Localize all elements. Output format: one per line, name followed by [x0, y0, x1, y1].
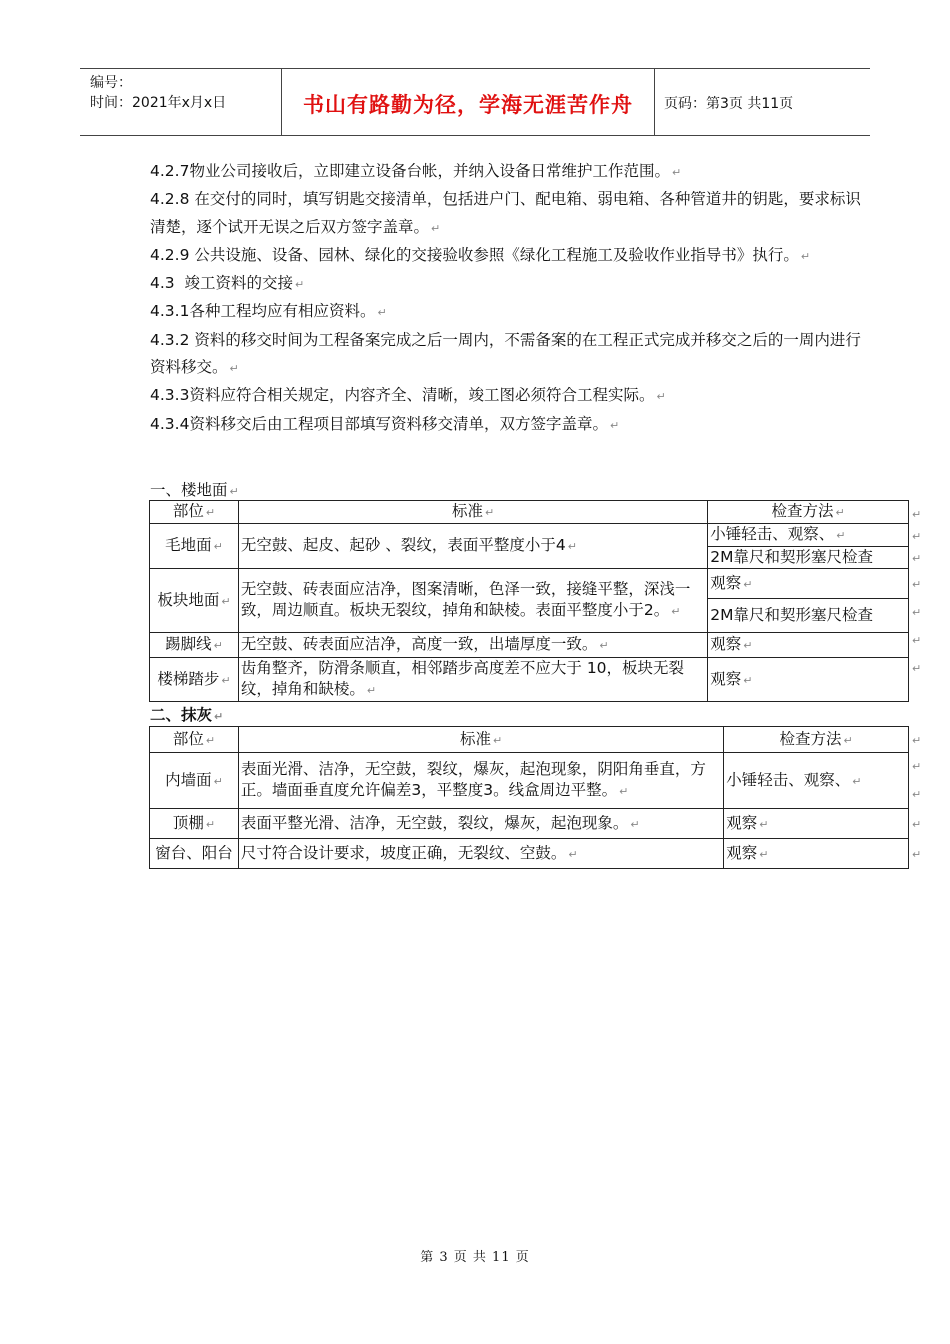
row-end-mark: ↵: [912, 760, 922, 773]
cell-mark: ↵: [743, 577, 753, 591]
cell-text: 小锤轻击、观察、: [726, 770, 851, 789]
standard-cell: [238, 633, 707, 658]
cell-mark: ↵: [835, 506, 845, 519]
table-row: [150, 839, 909, 869]
standard-cell: [238, 524, 707, 569]
cell-mark: ↵: [484, 506, 495, 519]
cell-mark: ↵: [205, 733, 216, 747]
row-end-mark: ↵: [912, 552, 922, 565]
part-cell: [150, 658, 239, 702]
paragraph-text: 4.2.7物业公司接收后，立即建立设备台帐，并纳入设备日常维护工作范围。: [150, 162, 670, 180]
method-cell: [708, 569, 909, 599]
row-end-mark: ↵: [912, 530, 922, 543]
header-cell: [708, 501, 909, 524]
header-page-number: 页码：第3页 共11页: [664, 96, 794, 112]
header-cell: [150, 727, 239, 753]
cell-text: 踢脚线: [165, 635, 212, 653]
paragraph-mark: ↵: [431, 221, 441, 235]
cell-text: 观察: [710, 669, 742, 688]
cell-text: 无空鼓、砖表面应洁净，高度一致，出墙厚度一致。: [240, 635, 598, 653]
paragraph: [150, 242, 876, 270]
cell-text: 窗台、阳台: [155, 844, 233, 862]
header-date: 时间：2021年x月x日: [90, 95, 227, 111]
standard-cell: [238, 569, 707, 633]
row-end-mark: ↵: [912, 606, 922, 619]
paragraph: [150, 411, 876, 439]
method-cell: [708, 547, 909, 569]
cell-mark: ↵: [492, 733, 503, 747]
cell-mark: ↵: [759, 817, 769, 831]
cell-mark: ↵: [743, 639, 753, 652]
body-text: [150, 158, 876, 439]
paragraph-mark: ↵: [229, 362, 239, 376]
table-header-row: [150, 501, 909, 524]
cell-text: 2M靠尺和契形塞尺检查: [710, 606, 873, 624]
table-row: [150, 524, 909, 547]
method-cell: [724, 809, 909, 839]
header-text: 部位: [172, 502, 204, 520]
header-text: 标准: [459, 729, 491, 748]
paragraph-mark: ↵: [229, 485, 239, 498]
cell-text: 齿角整齐，防滑条顺直，相邻踏步高度差不应大于 10，板块无裂纹，掉角和缺棱。: [240, 659, 685, 698]
method-cell: [708, 524, 909, 547]
floor-inspection-table: [149, 500, 909, 702]
table-row: [150, 809, 909, 839]
header-text: 标准: [451, 502, 483, 520]
cell-text: 表面平整光滑、洁净，无空鼓，裂纹，爆灰，起泡现象。: [240, 813, 629, 832]
cell-mark: ↵: [599, 639, 609, 652]
paragraph-text: 4.3.4资料移交后由工程项目部填写资料移交清单，双方签字盖章。: [150, 414, 608, 433]
header-divider: [654, 69, 655, 135]
paragraph-text: 4.3 竣工资料的交接: [150, 274, 294, 293]
header-cell: [724, 727, 909, 753]
standard-cell: [238, 839, 723, 869]
cell-text: 无空鼓、砖表面应洁净，图案清晰，色泽一致，接缝平整，深浅一致，周边顺直。板块无裂纹，掉角和缺棱。表面平整度小于2。: [240, 580, 691, 619]
method-cell: [724, 753, 909, 809]
cell-text: 观察: [726, 813, 758, 832]
cell-mark: ↵: [567, 540, 577, 553]
part-cell: [150, 569, 239, 633]
table-row: [150, 633, 909, 658]
paragraph-text: 4.3.1各种工程均应有相应资料。: [150, 302, 376, 321]
table-header-row: [150, 727, 909, 753]
row-end-mark: ↵: [912, 578, 922, 591]
section-title: [150, 478, 239, 500]
cell-text: 楼梯踏步: [157, 669, 220, 688]
cell-mark: ↵: [759, 847, 769, 861]
part-cell: [150, 809, 239, 839]
cell-text: 毛地面: [165, 536, 212, 554]
cell-text: 观察: [710, 635, 742, 653]
cell-mark: ↵: [619, 785, 629, 798]
section-title-text: 一、楼地面: [150, 481, 228, 499]
part-cell: [150, 839, 239, 869]
cell-mark: ↵: [671, 605, 681, 618]
cell-mark: ↵: [221, 594, 231, 608]
method-cell: [708, 658, 909, 702]
table-row: [150, 569, 909, 599]
cell-mark: ↵: [366, 684, 377, 697]
cell-mark: ↵: [836, 529, 846, 542]
paragraph: [150, 298, 876, 326]
part-cell: [150, 633, 239, 658]
paragraph-mark: ↵: [377, 306, 387, 320]
header-motto: 书山有路勤为径，学海无涯苦作舟: [303, 92, 633, 117]
header-cell: [238, 501, 707, 524]
header-text: 检查方法: [779, 729, 842, 748]
header-cell: [150, 501, 239, 524]
section-title: [150, 703, 223, 725]
paragraph-mark: ↵: [609, 418, 620, 432]
part-cell: [150, 524, 239, 569]
cell-text: 无空鼓、起皮、起砂 、裂纹，表面平整度小于4: [240, 536, 566, 554]
header-cell: [238, 727, 723, 753]
cell-mark: ↵: [213, 540, 223, 553]
method-cell: [708, 599, 909, 633]
cell-text: 尺寸符合设计要求，坡度正确，无裂纹、空鼓。: [240, 843, 567, 862]
cell-text: 表面光滑、洁净，无空鼓，裂纹，爆灰，起泡现象，阴阳角垂直，方正。墙面垂直度允许偏差3，平整度3。线盒周边平整。: [240, 760, 706, 799]
row-end-mark: ↵: [912, 734, 922, 747]
paragraph: [150, 327, 876, 383]
row-end-mark: ↵: [912, 848, 922, 861]
section-title-text: 二、抹灰: [150, 706, 213, 724]
paragraph-mark: ↵: [295, 278, 305, 292]
paragraph: [150, 270, 876, 298]
row-end-mark: ↵: [912, 508, 922, 521]
row-end-mark: ↵: [912, 662, 922, 675]
part-cell: [150, 753, 239, 809]
cell-text: 观察: [726, 843, 758, 862]
cell-mark: ↵: [630, 817, 640, 831]
paragraph-text: 4.3.3资料应符合相关规定，内容齐全、清晰，竣工图必须符合工程实际。: [150, 386, 655, 405]
cell-text: 板块地面: [157, 590, 220, 609]
standard-cell: [238, 658, 707, 702]
cell-text: 小锤轻击、观察、: [710, 525, 835, 543]
method-cell: [708, 633, 909, 658]
paragraph-text: 4.2.9 公共设施、设备、园林、绿化的交接验收参照《绿化工程施工及验收作业指导书》执行。: [150, 245, 799, 264]
cell-mark: ↵: [221, 673, 231, 687]
page-header: [80, 68, 870, 136]
header-code: 编号：: [90, 75, 132, 91]
row-end-mark: ↵: [912, 818, 922, 831]
cell-mark: ↵: [205, 506, 216, 519]
row-end-mark: ↵: [912, 634, 922, 647]
standard-cell: [238, 809, 723, 839]
cell-mark: ↵: [743, 673, 753, 687]
cell-mark: ↵: [213, 774, 223, 788]
paragraph-mark: ↵: [671, 166, 682, 179]
paragraph-text: 4.2.8 在交付的同时，填写钥匙交接清单，包括进户门、配电箱、弱电箱、各种管道井的钥匙，要求标识清楚，逐个试开无误之后双方签字盖章。: [150, 190, 861, 236]
cell-text: 观察: [710, 573, 742, 592]
paragraph-text: 4.3.2 资料的移交时间为工程备案完成之后一周内，不需备案的在工程正式完成并移交之后的一周内进行资料移交。: [150, 330, 861, 377]
cell-mark: ↵: [213, 639, 223, 652]
row-end-mark: ↵: [912, 788, 922, 801]
paragraph: [150, 382, 876, 410]
header-meta: [90, 73, 226, 113]
paragraph-mark: ↵: [656, 390, 666, 404]
cell-text: 内墙面: [165, 770, 212, 789]
cell-mark: ↵: [852, 774, 862, 788]
table-row: [150, 753, 909, 809]
cell-text: 顶棚: [172, 813, 204, 832]
cell-mark: ↵: [205, 817, 216, 831]
paragraph: [150, 158, 876, 186]
page-footer: 第 3 页 共 11 页: [420, 1250, 530, 1265]
standard-cell: [238, 753, 723, 809]
paragraph-mark: ↵: [214, 710, 224, 723]
paragraph-mark: ↵: [800, 249, 811, 263]
cell-mark: ↵: [843, 733, 853, 747]
method-cell: [724, 839, 909, 869]
plaster-inspection-table: [149, 726, 909, 869]
cell-mark: ↵: [568, 847, 578, 861]
header-text: 部位: [172, 729, 204, 748]
cell-text: 2M靠尺和契形塞尺检查: [710, 548, 873, 566]
paragraph: [150, 186, 876, 242]
header-text: 检查方法: [771, 502, 834, 520]
table-row: [150, 658, 909, 702]
